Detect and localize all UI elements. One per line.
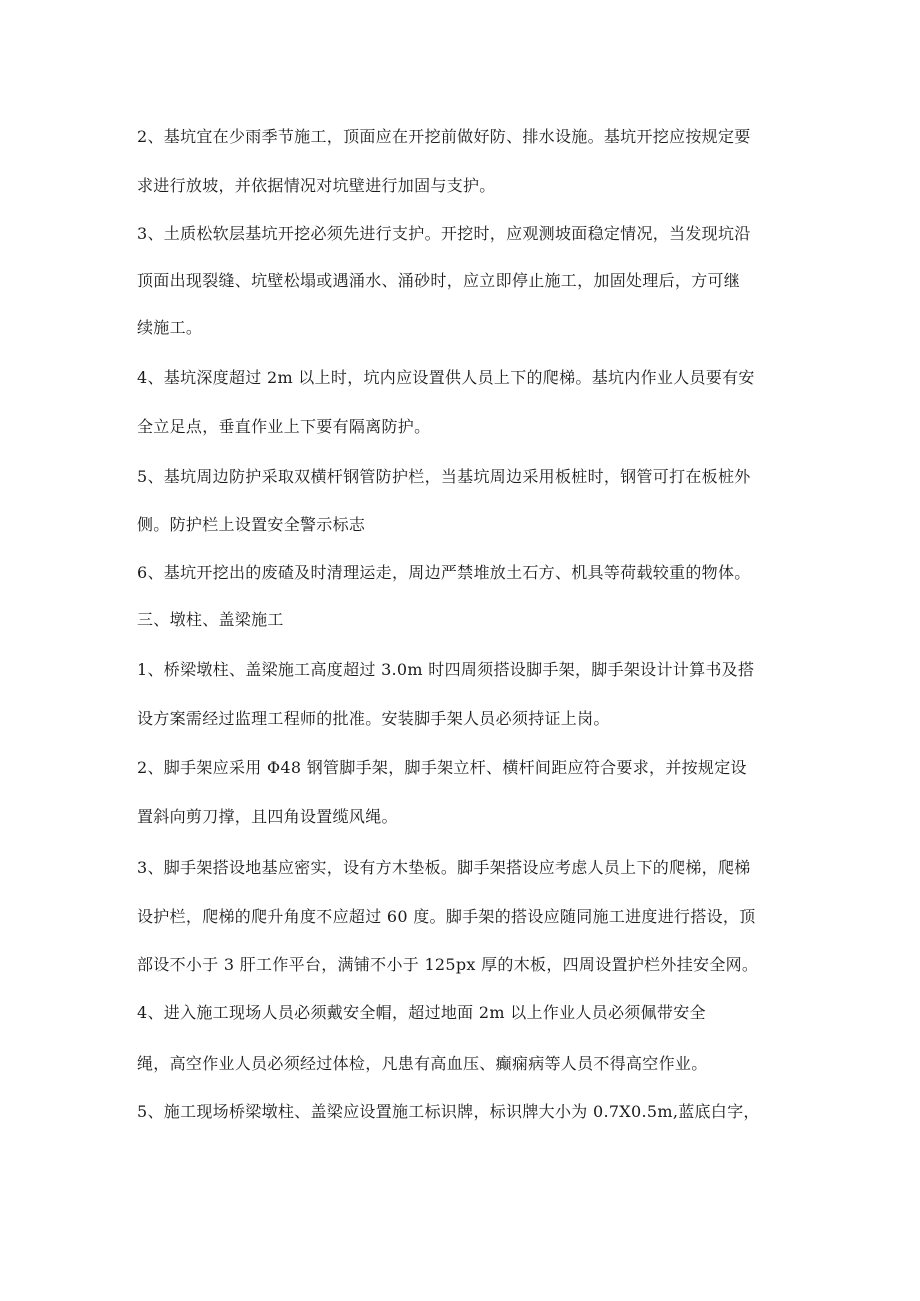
text-line: 1、桥梁墩柱、盖梁施工高度超过 3.0m 时四周须搭设脚手架，脚手架设计计算书及搭 [137,660,755,679]
text-line: 2、脚手架应采用 Φ48 钢管脚手架，脚手架立杆、横杆间距应符合要求，并按规定设 [137,758,747,777]
text-line: 设护栏，爬梯的爬升角度不应超过 60 度。脚手架的搭设应随同施工进度进行搭设，顶 [137,907,756,926]
text-line: 5、施工现场桥梁墩柱、盖梁应设置施工标识牌，标识牌大小为 0.7X0.5m,蓝底白字， [137,1102,760,1121]
text-line: 4、进入施工现场人员必须戴安全帽，超过地面 2m 以上作业人员必须佩带安全 [137,1003,706,1022]
text-line: 5、基坑周边防护采取双横杆钢管防护栏，当基坑周边采用板桩时，钢管可打在板桩外 [137,467,751,486]
text-line: 2、基坑宜在少雨季节施工，顶面应在开挖前做好防、排水设施。基坑开挖应按规定要 [137,127,751,146]
text-line: 3、土质松软层基坑开挖必须先进行支护。开挖时，应观测坡面稳定情况，当发现坑沿 [137,224,751,243]
text-line: 顶面出现裂缝、坑壁松塌或遇涌水、涌砂时，应立即停止施工，加固处理后，方可继 [137,271,741,290]
text-line: 续施工。 [137,318,203,337]
text-line: 6、基坑开挖出的废碴及时清理运走，周边严禁堆放土石方、机具等荷载较重的物体。 [137,563,751,582]
text-line: 4、基坑深度超过 2m 以上时，坑内应设置供人员上下的爬梯。基坑内作业人员要有安 [137,368,755,387]
text-line: 设方案需经过监理工程师的批准。安装脚手架人员必须持证上岗。 [137,709,610,728]
text-line: 置斜向剪刀撑，且四角设置缆风绳。 [137,807,398,826]
text-line: 部设不小于 3 肝工作平台，满铺不小于 125px 厚的木板，四周设置护栏外挂安全网。 [137,955,759,974]
text-line: 求进行放坡，并依据情况对坑壁进行加固与支护。 [137,176,496,195]
text-line: 全立足点，垂直作业上下要有隔离防护。 [137,417,431,436]
text-line: 3、脚手架搭设地基应密实，设有方木垫板。脚手架搭设应考虑人员上下的爬梯，爬梯 [137,858,751,877]
text-line: 侧。防护栏上设置安全警示标志 [137,515,366,534]
text-line: 绳，高空作业人员必须经过体检，凡患有高血压、癫痫病等人员不得高空作业。 [137,1054,708,1073]
section-heading: 三、墩柱、盖梁施工 [137,610,284,629]
